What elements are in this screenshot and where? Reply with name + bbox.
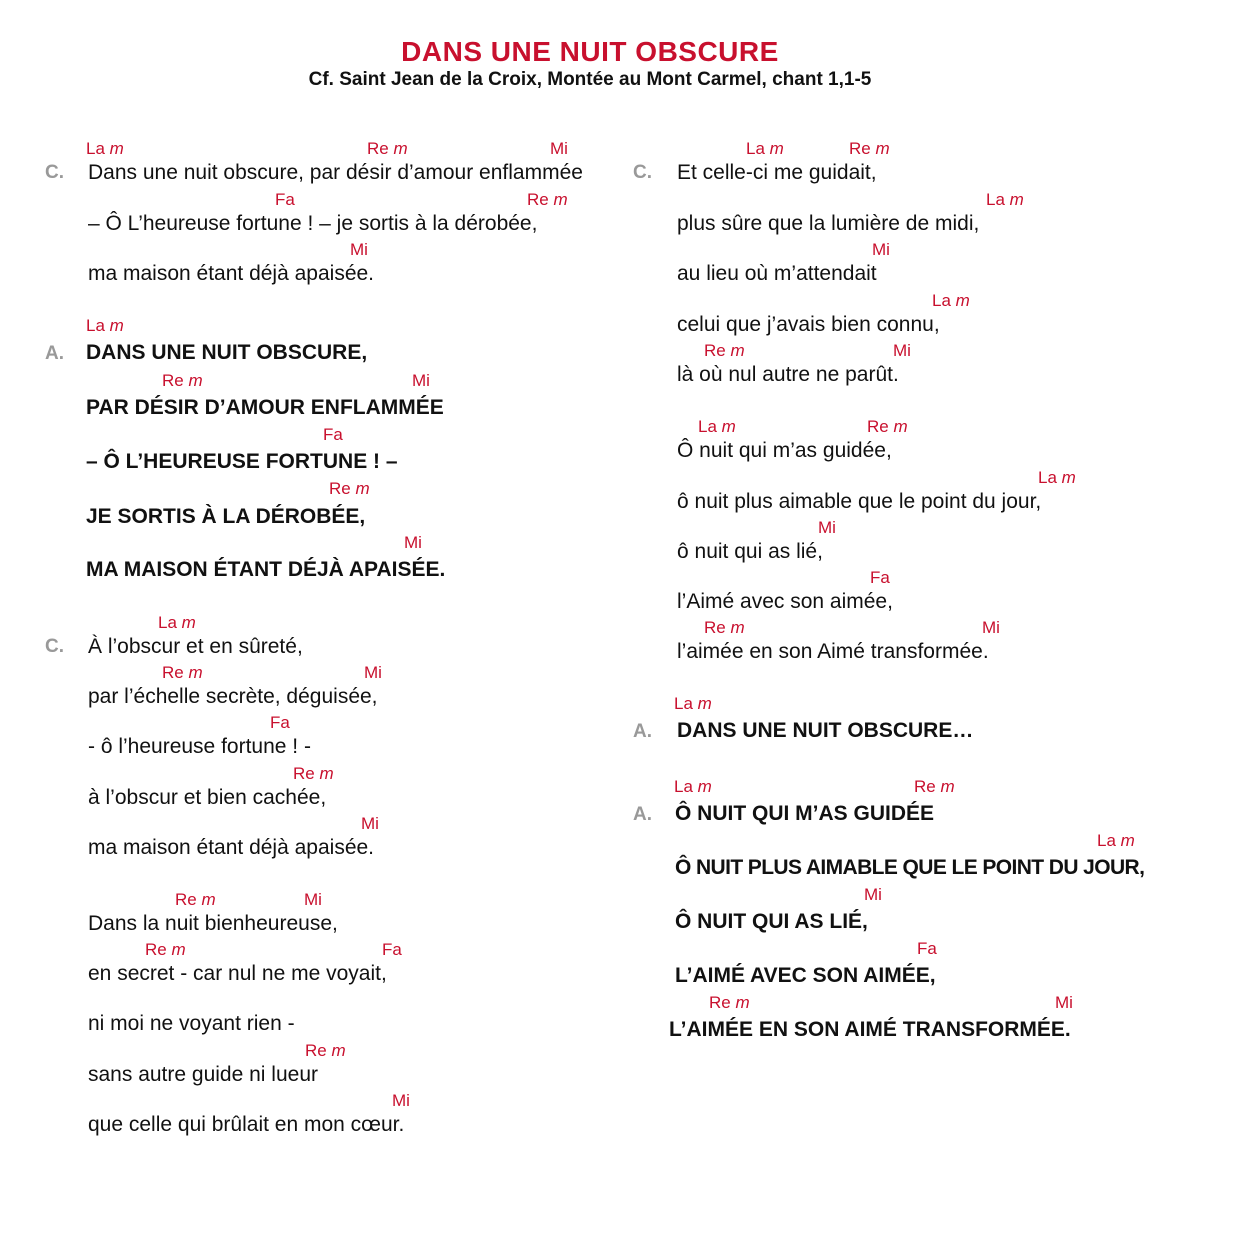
chord-mi: Mi [412, 371, 430, 390]
chord-rem: Re m [293, 764, 334, 783]
lyric-line: l’aimée en son Aimé transformée. [677, 640, 989, 663]
chord-rem: Re m [849, 139, 890, 158]
chord-rem: Re m [704, 341, 745, 360]
refrain-line: JE SORTIS À LA DÉROBÉE, [86, 505, 366, 528]
lyric-line: Dans la nuit bienheureuse, [88, 912, 338, 935]
chord-mi: Mi [350, 240, 368, 259]
lyric-line: à l’obscur et bien cachée, [88, 786, 327, 809]
lyric-line: ô nuit plus aimable que le point du jour, [677, 490, 1042, 513]
chord-mi: Mi [304, 890, 322, 909]
chord-mi: Mi [1055, 993, 1073, 1012]
chord-fa: Fa [323, 425, 343, 444]
chord-lam: La m [932, 291, 970, 310]
chord-rem: Re m [914, 777, 955, 796]
cantor-marker: C. [45, 636, 64, 657]
lyric-line: plus sûre que la lumière de midi, [677, 212, 980, 235]
chord-mi: Mi [818, 518, 836, 537]
refrain-line: Ô NUIT QUI M’AS GUIDÉE [675, 802, 935, 825]
refrain-line: L’AIMÉ AVEC SON AIMÉE, [675, 964, 936, 987]
lyric-line: ni moi ne voyant rien - [88, 1012, 295, 1035]
chord-rem: Re m [867, 417, 908, 436]
chord-rem: Re m [305, 1041, 346, 1060]
chord-fa: Fa [917, 939, 937, 958]
lyric-line: ô nuit qui as lié, [677, 540, 823, 563]
refrain-line: – Ô L’HEUREUSE FORTUNE ! – [86, 450, 398, 473]
cantor-marker: C. [45, 162, 64, 183]
cantor-marker: C. [633, 162, 652, 183]
chord-mi: Mi [864, 885, 882, 904]
lyric-line: celui que j’avais bien connu, [677, 313, 940, 336]
song-source: Cf. Saint Jean de la Croix, Montée au Mont Carmel, chant 1,1-5 [308, 69, 872, 90]
chord-mi: Mi [872, 240, 890, 259]
chord-rem: Re m [175, 890, 216, 909]
chord-rem: Re m [367, 139, 408, 158]
chord-mi: Mi [404, 533, 422, 552]
lyric-line: par l’échelle secrète, déguisée, [88, 685, 378, 708]
refrain-line: Ô NUIT PLUS AIMABLE QUE LE POINT DU JOUR, [675, 856, 1145, 879]
refrain-line: PAR DÉSIR D’AMOUR ENFLAMMÉE [86, 396, 444, 419]
chord-rem: Re m [329, 479, 370, 498]
chord-mi: Mi [982, 618, 1000, 637]
chord-fa: Fa [382, 940, 402, 959]
lyric-line: au lieu où m’attendait [677, 262, 877, 285]
chord-fa: Fa [270, 713, 290, 732]
lyric-line: Ô nuit qui m’as guidée, [677, 439, 892, 462]
lyric-line: ma maison étant déjà apaisée. [88, 262, 375, 285]
lyric-line: Dans une nuit obscure, par désir d’amour enflammée [88, 161, 583, 184]
chord-mi: Mi [392, 1091, 410, 1110]
chord-rem: Re m [145, 940, 186, 959]
chord-fa: Fa [275, 190, 295, 209]
chord-lam: La m [986, 190, 1024, 209]
chord-lam: La m [86, 139, 124, 158]
lyric-line: - ô l’heureuse fortune ! - [88, 735, 311, 758]
chord-mi: Mi [893, 341, 911, 360]
refrain-line: Ô NUIT QUI AS LIÉ, [675, 910, 868, 933]
song-title: DANS UNE NUIT OBSCURE [401, 36, 779, 67]
chord-rem: Re m [709, 993, 750, 1012]
chord-lam: La m [86, 316, 124, 335]
lyric-line: que celle qui brûlait en mon cœur. [88, 1113, 405, 1136]
chord-fa: Fa [870, 568, 890, 587]
chord-mi: Mi [364, 663, 382, 682]
chord-lam: La m [1038, 468, 1076, 487]
lyric-line: l’Aimé avec son aimée, [677, 590, 893, 613]
chord-mi: Mi [361, 814, 379, 833]
lyric-line: en secret - car nul ne me voyait, [88, 962, 387, 985]
chord-lam: La m [698, 417, 736, 436]
lyric-line: là où nul autre ne parût. [677, 363, 899, 386]
chord-lam: La m [674, 777, 712, 796]
lyric-line: À l’obscur et en sûreté, [88, 635, 303, 658]
refrain-line: MA MAISON ÉTANT DÉJÀ APAISÉE. [86, 558, 446, 581]
chord-mi: Mi [550, 139, 568, 158]
refrain-line: L’AIMÉE EN SON AIMÉ TRANSFORMÉE. [669, 1018, 1071, 1041]
lyric-line: ma maison étant déjà apaisée. [88, 836, 375, 859]
chord-rem: Re m [527, 190, 568, 209]
lyric-line: – Ô L’heureuse fortune ! – je sortis à la dérobée, [88, 212, 538, 235]
chord-rem: Re m [162, 663, 203, 682]
chord-lam: La m [1097, 831, 1135, 850]
lyric-line: sans autre guide ni lueur [88, 1063, 318, 1086]
chord-lam: La m [674, 694, 712, 713]
assembly-marker: A. [45, 343, 64, 364]
refrain-line: DANS UNE NUIT OBSCURE… [677, 719, 974, 742]
lyric-line: Et celle-ci me guidait, [677, 161, 877, 184]
chord-rem: Re m [162, 371, 203, 390]
assembly-marker: A. [633, 721, 652, 742]
refrain-line: DANS UNE NUIT OBSCURE, [86, 341, 368, 364]
chord-lam: La m [158, 613, 196, 632]
assembly-marker: A. [633, 804, 652, 825]
chord-rem: Re m [704, 618, 745, 637]
chord-lam: La m [746, 139, 784, 158]
